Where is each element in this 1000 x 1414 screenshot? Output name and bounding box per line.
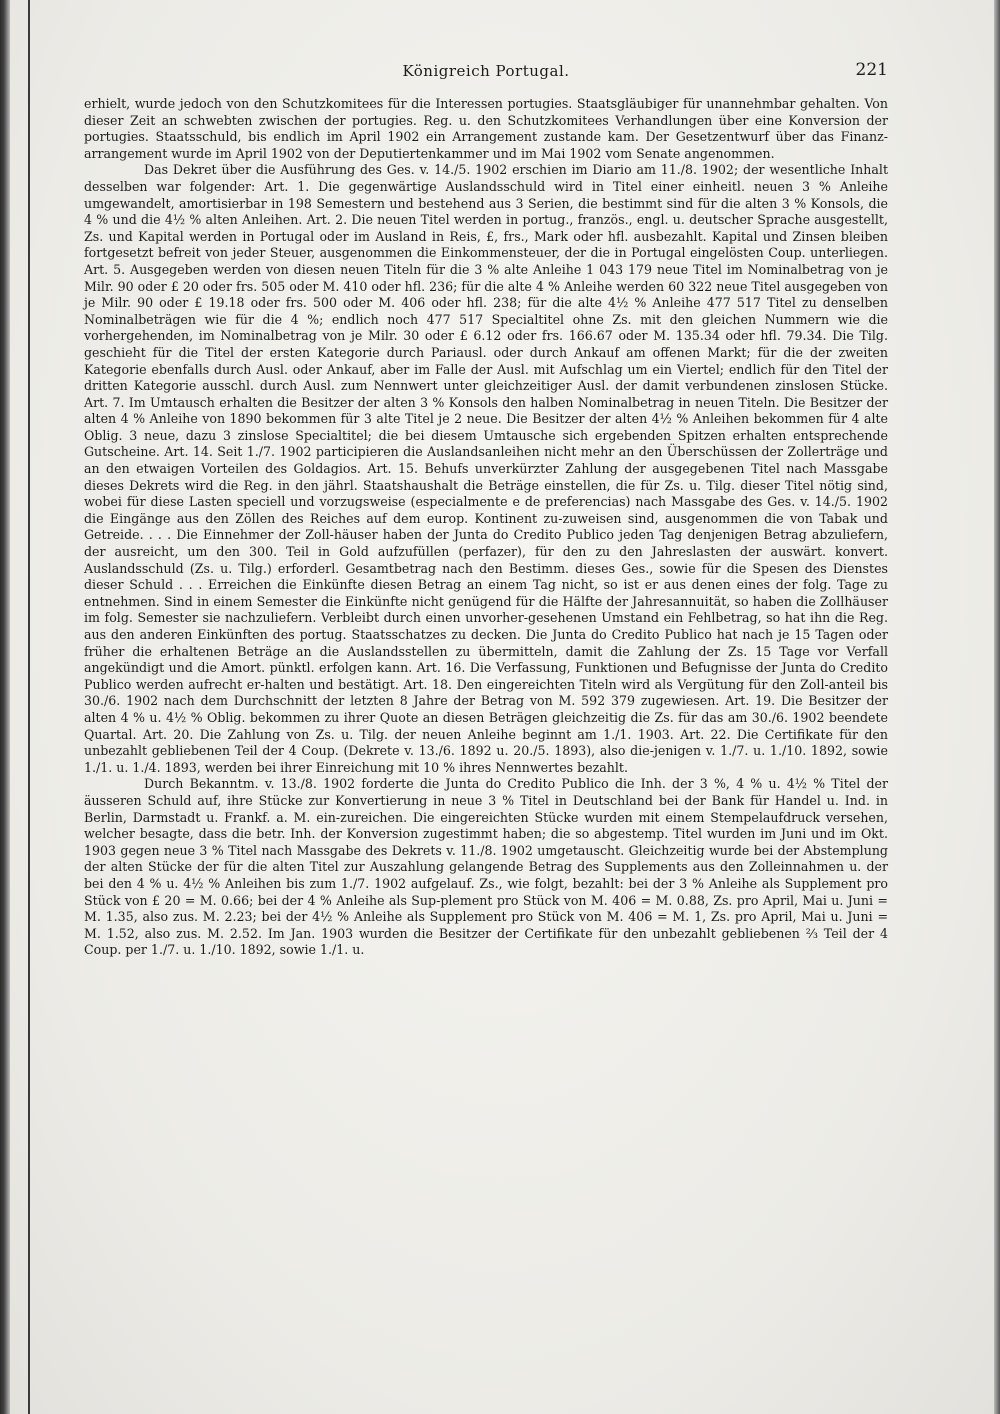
gutter-line [28, 0, 30, 1414]
running-title: Königreich Portugal. [402, 62, 570, 80]
page-number: 221 [855, 60, 888, 80]
paragraph-continued: erhielt, wurde jedoch von den Schutzkomitees für die Interessen portugies. Staatsgläubiger für unannehmbar gehalten. Von dieser Zeit an schwebten zwischen der portugies. Reg. u. den Schutzkomitees Verhandlungen über eine Konversion der portugies. Staatsschuld, bis endlich im April 1902 ein Arrangement zustande kam. Der Gesetzentwurf über das Finanz-arrangement wurde im April 1902 von der Deputiertenkammer und im Mai 1902 vom Senate angenommen. [84, 96, 888, 161]
running-header [84, 62, 888, 86]
book-binding-shadow [0, 0, 10, 1414]
page-edge-shadow [994, 0, 1000, 1414]
paragraph-dekret: Das Dekret über die Ausführung des Ges. v. 14./5. 1902 erschien im Diario am 11./8. 1902; der wesentliche Inhalt desselben war folgender: Art. 1. Die gegenwärtige Auslandsschuld wird in Titel einer einheitl. neuen 3 % Anleihe umgewandelt, amortisierbar in 198 Semestern und bestehend aus 3 Serien, die bestimmt sind für die alten 3 % Konsols, die 4 % und die 4½ % alten Anleihen. Art. 2. Die neuen Titel werden in portug., französ., engl. u. deutscher Sprache ausgestellt, Zs. und Kapital werden in Portugal oder im Ausland in Reis, £, frs., Mark oder hfl. ausbezahlt. Kapital und Zinsen bleiben fortgesetzt befreit von jeder Steuer, ausgenommen die Einkommensteuer, der die in Portugal eingelösten Coup. unterliegen. Art. 5. Ausgegeben werden von diesen neuen Titeln für die 3 % alte Anleihe 1 043 179 neue Titel im Nominalbetrag von je Milr. 90 oder £ 20 oder frs. 505 oder M. 410 oder hfl. 236; für die alte 4 % Anleihe werden 60 322 neue Titel ausgegeben von je Milr. 90 oder £ 19.18 oder frs. 500 oder M. 406 oder hfl. 238; für die alte 4½ % Anleihe 477 517 Titel zu denselben Nominalbeträgen wie für die 4 %; endlich noch 477 517 Specialtitel ohne Zs. mit den gleichen Nummern wie die vorhergehenden, im Nominalbetrag von je Milr. 30 oder £ 6.12 oder frs. 166.67 oder M. 135.34 oder hfl. 79.34. Die Tilg. geschieht für die Titel der ersten Kategorie durch Pariausl. oder durch Ankauf am offenen Markt; für die der zweiten Kategorie ebenfalls durch Ausl. oder Ankauf, aber im Falle der Ausl. mit Aufschlag um ein Viertel; endlich für den Titel der dritten Kategorie ausschl. durch Ausl. zum Nennwert unter gleichzeitiger Ausl. der damit verbundenen zinslosen Stücke. Art. 7. Im Umtausch erhalten die Besitzer der alten 3 % Konsols den halben Nominalbetrag in neuen Titeln. Die Besitzer der alten 4 % Anleihe von 1890 bekommen für 3 alte Titel je 2 neue. Die Besitzer der alten 4½ % Anleihen bekommen für 4 alte Oblig. 3 neue, dazu 3 zinslose Specialtitel; die bei diesem Umtausche sich ergebenden Spitzen erhalten entsprechende Gutscheine. Art. 14. Seit 1./7. 1902 participieren die Auslandsanleihen nicht mehr an den Überschüssen der Zollerträge und an den etwaigen Vorteilen des Goldagios. Art. 15. Behufs unverkürzter Zahlung der ausgegebenen Titel nach Massgabe dieses Dekrets wird die Reg. in den jährl. Staatshaushalt die Beträge einstellen, die für Zs. u. Tilg. dieser Titel nötig sind, wobei für diese Lasten speciell und vorzugsweise (especialmente e de preferencias) nach Massgabe des Ges. v. 14./5. 1902 die Eingänge aus den Zöllen des Reiches auf dem europ. Kontinent zu-zuweisen sind, ausgenommen die von Tabak und Getreide. . . . Die Einnehmer der Zoll-häuser haben der Junta do Credito Publico jeden Tag denjenigen Betrag abzuliefern, der ausreicht, um den 300. Teil in Gold aufzufüllen (perfazer), für den zu den Jahreslasten der auswärt. konvert. Auslandsschuld (Zs. u. Tilg.) erforderl. Gesamtbetrag nach den Bestimm. dieses Ges., sowie für die Spesen des Dienstes dieser Schuld . . . Erreichen die Einkünfte diesen Betrag an einem Tag nicht, so ist er aus denen eines der folg. Tage zu entnehmen. Sind in einem Semester die Einkünfte nicht genügend für die Hälfte der Jahresannuität, so haben die Zollhäuser im folg. Semester sie nachzuliefern. Verbleibt durch einen unvorher-gesehenen Umstand ein Fehlbetrag, so hat ihn die Reg. aus den anderen Einkünften des portug. Staatsschatzes zu decken. Die Junta do Credito Publico hat nach je 15 Tagen oder früher die erhaltenen Beträge an die Auslandsstellen zu übermitteln, damit die Zahlung der Zs. 15 Tage vor Verfall angekündigt und die Amort. pünktl. erfolgen kann. Art. 16. Die Verfassung, Funktionen und Befugnisse der Junta do Credito Publico werden aufrecht er-halten und bestätigt. Art. 18. Den eingereichten Titeln wird als Vergütung für den Zoll-anteil bis 30./6. 1902 nach dem Durchschnitt der letzten 8 Jahre der Betrag von M. 592 379 zugewiesen. Art. 19. Die Besitzer der alten 4 % u. 4½ % Oblig. bekommen zu ihrer Quote an diesen Beträgen gleichzeitig die Zs. für das am 30./6. 1902 beendete Quartal. Art. 20. Die Zahlung von Zs. u. Tilg. der neuen Anleihe beginnt am 1./1. 1903. Art. 22. Die Certifikate für den unbezahlt gebliebenen Teil der 4 Coup. (Dekrete v. 13./6. 1892 u. 20./5. 1893), also die-jenigen v. 1./7. u. 1./10. 1892, sowie 1./1. u. 1./4. 1893, werden bei ihrer Einreichung mit 10 % ihres Nennwertes bezahlt. [84, 162, 888, 775]
paragraph-bekanntmachung: Durch Bekanntm. v. 13./8. 1902 forderte die Junta do Credito Publico die Inh. der 3 %, 4 % u. 4½ % Titel der äusseren Schuld auf, ihre Stücke zur Konvertierung in neue 3 % Titel in Deutschland bei der Bank für Handel u. Ind. in Berlin, Darmstadt u. Frankf. a. M. ein-zureichen. Die eingereichten Stücke wurden mit einem Stempelaufdruck versehen, welcher besagte, dass die betr. Inh. der Konversion zugestimmt haben; die so abgestemp. Titel wurden im Juni und im Okt. 1903 gegen neue 3 % Titel nach Massgabe des Dekrets v. 11./8. 1902 umgetauscht. Gleichzeitig wurde bei der Abstemplung der alten Stücke der für die alten Titel zur Auszahlung gelangende Betrag des Supplements aus den Zolleinnahmen u. der bei den 4 % u. 4½ % Anleihen bis zum 1./7. 1902 aufgelauf. Zs., wie folgt, bezahlt: bei der 3 % Anleihe als Supplement pro Stück von £ 20 = M. 0.66; bei der 4 % Anleihe als Sup-plement pro Stück von M. 406 = M. 0.88, Zs. pro April, Mai u. Juni = M. 1.35, also zus. M. 2.23; bei der 4½ % Anleihe als Supplement pro Stück von M. 406 = M. 1, Zs. pro April, Mai u. Juni = M. 1.52, also zus. M. 2.52. Im Jan. 1903 wurden die Besitzer der Certifikate für den unbezahlt gebliebenen ⅔ Teil der 4 Coup. per 1./7. u. 1./10. 1892, sowie 1./1. u. [84, 776, 888, 958]
body-text [84, 96, 888, 959]
